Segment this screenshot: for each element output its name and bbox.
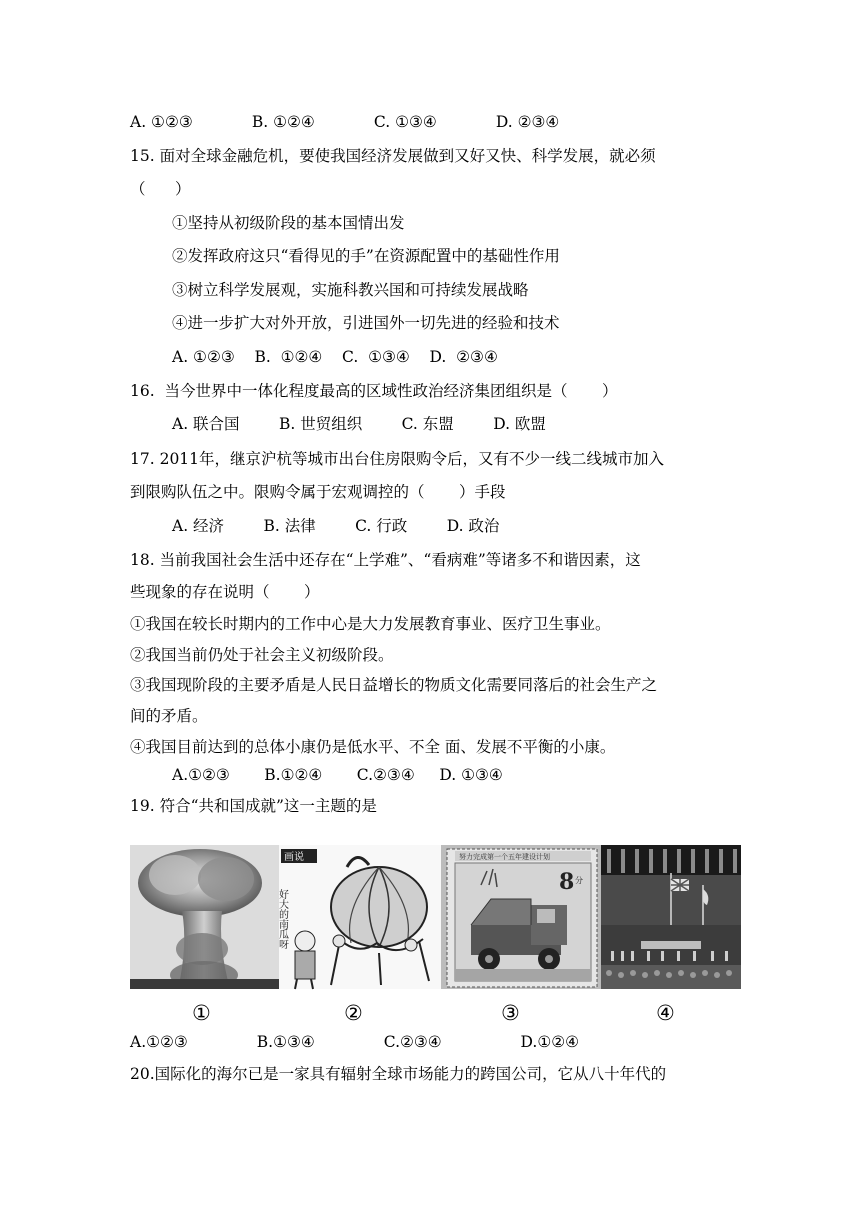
pumpkin-cartoon-photo xyxy=(276,845,441,989)
q15-stem-line-1: 15. 面对全球金融危机，要使我国经济发展做到又好又快、科学发展，就必须 xyxy=(130,147,656,165)
q18-options: A.①②③ B.①②④ C.②③④ D. ①③④ xyxy=(172,766,503,784)
q18-item-3-line-2: 间的矛盾。 xyxy=(130,707,208,725)
q19-image-strip xyxy=(130,845,741,989)
q16-stem: 16. 当今世界中一体化程度最高的区域性政治经济集团组织是（ ） xyxy=(130,382,618,400)
q18-stem-line-2: 些现象的存在说明（ ） xyxy=(130,583,320,601)
image-number-4: ④ xyxy=(656,1001,675,1025)
q17-stem-line-1: 17. 2011年，继京沪杭等城市出台住房限购令后，又有不少一线二线城市加入 xyxy=(130,450,665,468)
q18-stem-line-1: 18. 当前我国社会生活中还存在“上学难”、“看病难”等诸多不和谐因素，这 xyxy=(130,551,641,569)
truck-stamp-photo xyxy=(441,845,601,989)
q15-item-2: ②发挥政府这只“看得见的手”在资源配置中的基础性作用 xyxy=(172,247,560,265)
stamp-banner-text: 努力完成第一个五年建设计划 xyxy=(459,853,550,861)
q15-options: A. ①②③ B. ①②④ C. ①③④ D. ②③④ xyxy=(172,348,498,366)
q15-item-4: ④进一步扩大对外开放，引进国外一切先进的经验和技术 xyxy=(172,314,560,332)
q15-item-1: ①坚持从初级阶段的基本国情出发 xyxy=(172,214,405,232)
handover-ceremony-photo xyxy=(601,845,741,989)
q19-stem: 19. 符合“共和国成就”这一主题的是 xyxy=(130,797,377,815)
poster-caption-text: 好大的南瓜呀 xyxy=(276,889,288,949)
q14-options: A. ①②③ B. ①②④ C. ①③④ D. ②③④ xyxy=(130,113,560,131)
image-number-1: ① xyxy=(192,1001,211,1025)
stamp-value-text: 8 xyxy=(559,869,575,895)
q16-options: A. 联合国 B. 世贸组织 C. 东盟 D. 欧盟 xyxy=(172,415,546,433)
image-number-3: ③ xyxy=(501,1001,520,1025)
q17-options: A. 经济 B. 法律 C. 行政 D. 政治 xyxy=(172,517,500,535)
mushroom-cloud-photo xyxy=(130,845,279,989)
q18-item-2: ②我国当前仍处于社会主义初级阶段。 xyxy=(130,646,394,664)
q15-stem-line-2: （ ） xyxy=(130,180,191,198)
q18-item-3-line-1: ③我国现阶段的主要矛盾是人民日益增长的物质文化需要同落后的社会生产之 xyxy=(130,676,658,694)
poster-title-text: 画说 xyxy=(284,852,304,863)
q15-item-3: ③树立科学发展观，实施科教兴国和可持续发展战略 xyxy=(172,281,529,299)
stamp-unit-text: 分 xyxy=(575,876,583,885)
q17-stem-line-2: 到限购队伍之中。限购令属于宏观调控的（ ）手段 xyxy=(130,483,506,501)
q19-options: A.①②③ B.①③④ C.②③④ D.①②④ xyxy=(130,1033,580,1051)
q20-stem: 20.国际化的海尔已是一家具有辐射全球市场能力的跨国公司，它从八十年代的 xyxy=(130,1065,667,1083)
q18-item-4: ④我国目前达到的总体小康仍是低水平、不全 面、发展不平衡的小康。 xyxy=(130,738,616,756)
image-number-2: ② xyxy=(344,1001,363,1025)
q18-item-1: ①我国在较长时期内的工作中心是大力发展教育事业、医疗卫生事业。 xyxy=(130,615,611,633)
